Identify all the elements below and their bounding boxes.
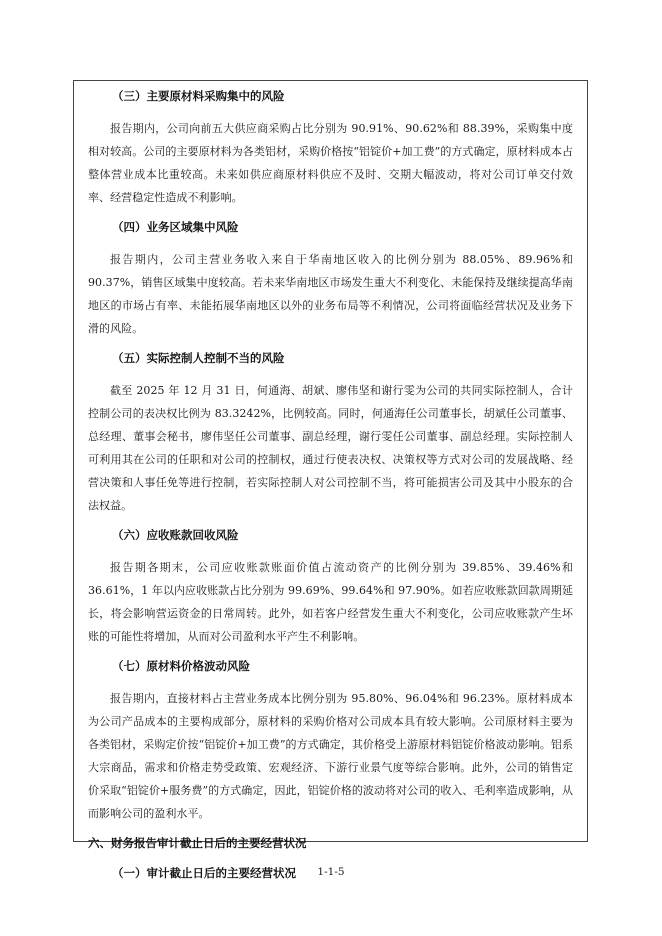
section-paragraph: 报告期内，直接材料占主营业务成本比例分别为 95.80%、96.04%和 96.23%。原材料成本为公司产品成本的主要构成部分，原材料的采购价格对公司成本具有较大影响。公司原材料主要为各类铝材，采购定价按“铝锭价+加工费”的方式确定，其价格受上游原材料铝锭价格波动影响。铝系大宗商品，需求和价格走势受政策、宏观经济、下游行业景气度等综合影响。此外，公司的销售定价采取“铝锭价+服务费”的方式确定，因此，铝锭价格的波动将对公司的收入、毛利率造成影响，从而影响公司的盈利水平。 [88,692,573,820]
section-paragraph: 报告期内，公司向前五大供应商采购占比分别为 90.91%、90.62%和 88.39%，采购集中度相对较高。公司的主要原材料为各类铝材，采购价格按“铝锭价+加工费”的方式确定，原材料成本占整体营业成本比重较高。未来如供应商原材料供应不及时、交期大幅波动，将对公司订单交付效率、经营稳定性造成不利影响。 [88,122,573,204]
section-paragraph: 报告期内，公司主营业务收入来自于华南地区收入的比例分别为 88.05%、89.96%和 90.37%，销售区域集中度较高。若未来华南地区市场发生重大不利变化、未能保持及继续提高华南地区的市场占有率、未能拓展华南地区以外的业务布局等不利情况，公司将面临经营状况及业务下滑的风险。 [88,253,573,335]
subsection-heading: （一）审计截止日后的主要经营状况 [112,866,296,880]
section-heading: （七）原材料价格波动风险 [112,659,250,673]
section-paragraph: 报告期各期末，公司应收账款账面价值占流动资产的比例分别为 39.85%、39.46%和 36.61%，1 年以内应收账款占比分别为 99.69%、99.64%和 97.90%。如若应收账款回款周期延长，将会影响营运资金的日常周转。此外，如若客户经营发生重大不利变化，公司应收账款产生坏账的可能性将增加，从而对公司盈利水平产生不利影响。 [88,561,574,643]
section-6 [88,526,573,648]
section-heading: （六）应收账款回收风险 [112,528,239,542]
section-7 [88,657,573,825]
section-heading: （四）业务区域集中风险 [112,220,239,234]
section-paragraph: 截至 2025 年 12 月 31 日，何通海、胡斌、廖伟坚和谢行雯为公司的共同实际控制人，合计控制公司的表决权比例为 83.3242%，比例较高。同时，何通海任公司董事长，胡斌任公司董事、总经理、董事会秘书，廖伟坚任公司董事、副总经理，谢行雯任公司董事、副总经理。实际控制人可利用其在公司的任职和对公司的控制权，通过行使表决权、决策权等方式对公司的发展战略、经营决策和人事任免等进行控制，若实际控制人对公司控制不当，将可能损害公司及其中小股东的合法权益。 [88,384,573,512]
section-5 [88,349,573,517]
page-number: 1-1-5 [317,866,345,878]
section-3 [88,87,573,209]
chapter-heading: 六、财务报告审计截止日后的主要经营状况 [88,836,307,850]
section-heading: （三）主要原材料采购集中的风险 [112,89,285,103]
section-heading: （五）实际控制人控制不当的风险 [112,351,285,365]
section-4 [88,218,573,340]
